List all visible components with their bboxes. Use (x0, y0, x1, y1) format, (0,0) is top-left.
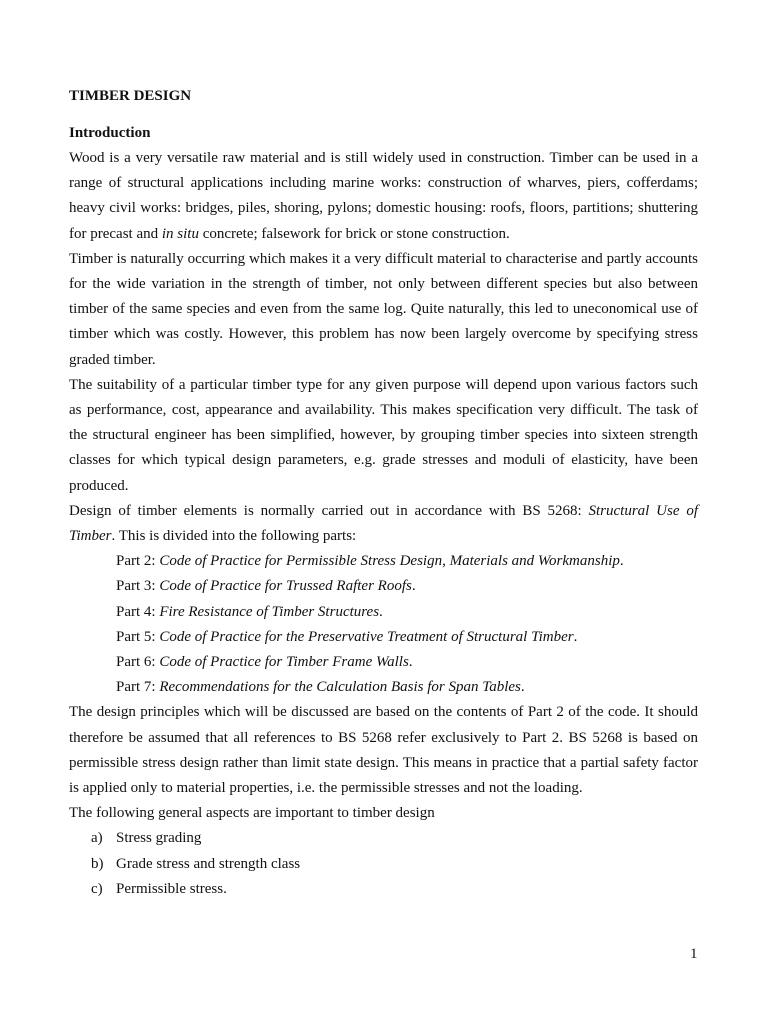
paragraph-1-end: concrete; falsework for brick or stone construction. (202, 225, 510, 242)
paragraph-1 (69, 146, 698, 247)
section-heading-introduction: Introduction (69, 125, 151, 141)
part-end: . (379, 603, 383, 620)
paragraph-3: The suitability of a particular timber type for any given purpose will depend upon various factors such as performance, cost, appearance and availability. This makes specification very difficult. The task of the structural engineer has been simplified, however, by grouping timber species into sixteen strength classes for which typical design parameters, e.g. grade stresses and moduli of elasticity, have been produced. (69, 376, 698, 494)
part-end: . (619, 553, 624, 570)
document-title: TIMBER DESIGN (69, 88, 192, 104)
paragraph-4 (69, 499, 698, 549)
part-end: . (411, 578, 416, 595)
part-label: Part 5: (116, 628, 160, 645)
design-aspects-list (69, 826, 698, 902)
list-item-text: Permissible stress. (116, 880, 227, 897)
list-item-text: Grade stress and strength class (116, 855, 301, 872)
part-end: . (408, 654, 413, 671)
page-number: 1 (690, 946, 698, 962)
part-end: . (573, 628, 578, 645)
list-item (69, 675, 698, 700)
list-item (69, 852, 698, 877)
part-title: Code of Practice for Permissible Stress Design, Materials and Workmanship (159, 553, 620, 570)
list-item (69, 600, 698, 625)
bs5268-parts-list (69, 549, 698, 700)
part-label: Part 2: (116, 553, 160, 570)
part-title: Recommendations for the Calculation Basis for Span Tables (159, 679, 521, 696)
part-title: Code of Practice for Trussed Rafter Roofs (159, 578, 412, 595)
part-end: . (520, 679, 525, 696)
list-item (69, 826, 698, 851)
part-label: Part 3: (116, 578, 160, 595)
part-label: Part 7: (116, 679, 160, 696)
list-item (69, 549, 698, 574)
list-item-text: Stress grading (116, 830, 202, 847)
document-page (69, 84, 698, 902)
paragraph-1-text: Wood is a very versatile raw material and is still widely used in construction. Timber can be used in a range of structural applications including marine works: construction of wharves, piers, cofferdams; heavy civil works: bridges, piles, shoring, pylons; domestic housing: roofs, floors, partitions; shuttering for precast and (69, 150, 698, 242)
paragraph-2: Timber is naturally occurring which makes it a very difficult material to characterise and partly accounts for the wide variation in the strength of timber, not only between different species but also between timber of the same species and even from the same log. Quite naturally, this led to uneconomical use of timber which was costly. However, this problem has now been largely overcome by specifying stress graded timber. (69, 250, 698, 368)
list-marker: a) (91, 830, 103, 847)
paragraph-1-italic: in situ (161, 225, 199, 242)
part-title: Fire Resistance of Timber Structures (159, 603, 380, 620)
part-label: Part 6: (116, 654, 160, 671)
part-label: Part 4: (116, 603, 160, 620)
paragraph-4-italic: Structural Use of Timber (69, 502, 699, 545)
part-title: Code of Practice for Timber Frame Walls (159, 654, 409, 671)
paragraph-6: The following general aspects are important to timber design (69, 805, 435, 822)
list-item (69, 877, 698, 902)
list-item (69, 625, 698, 650)
list-marker: c) (91, 880, 103, 897)
list-item (69, 650, 698, 675)
paragraph-4-text: Design of timber elements is normally carried out in accordance with BS 5268: (69, 502, 582, 519)
list-marker: b) (91, 855, 104, 872)
list-item (69, 574, 698, 599)
paragraph-5: The design principles which will be discussed are based on the contents of Part 2 of the code. It should therefore be assumed that all references to BS 5268 refer exclusively to Part 2. BS 5268 is based on permissible stress design rather than limit state design. This means in practice that a partial safety factor is applied only to material properties, i.e. the permissible stresses and not the loading. (69, 704, 698, 797)
paragraph-4-end: . This is divided into the following parts: (111, 528, 357, 545)
part-title: Code of Practice for the Preservative Treatment of Structural Timber (159, 628, 574, 645)
